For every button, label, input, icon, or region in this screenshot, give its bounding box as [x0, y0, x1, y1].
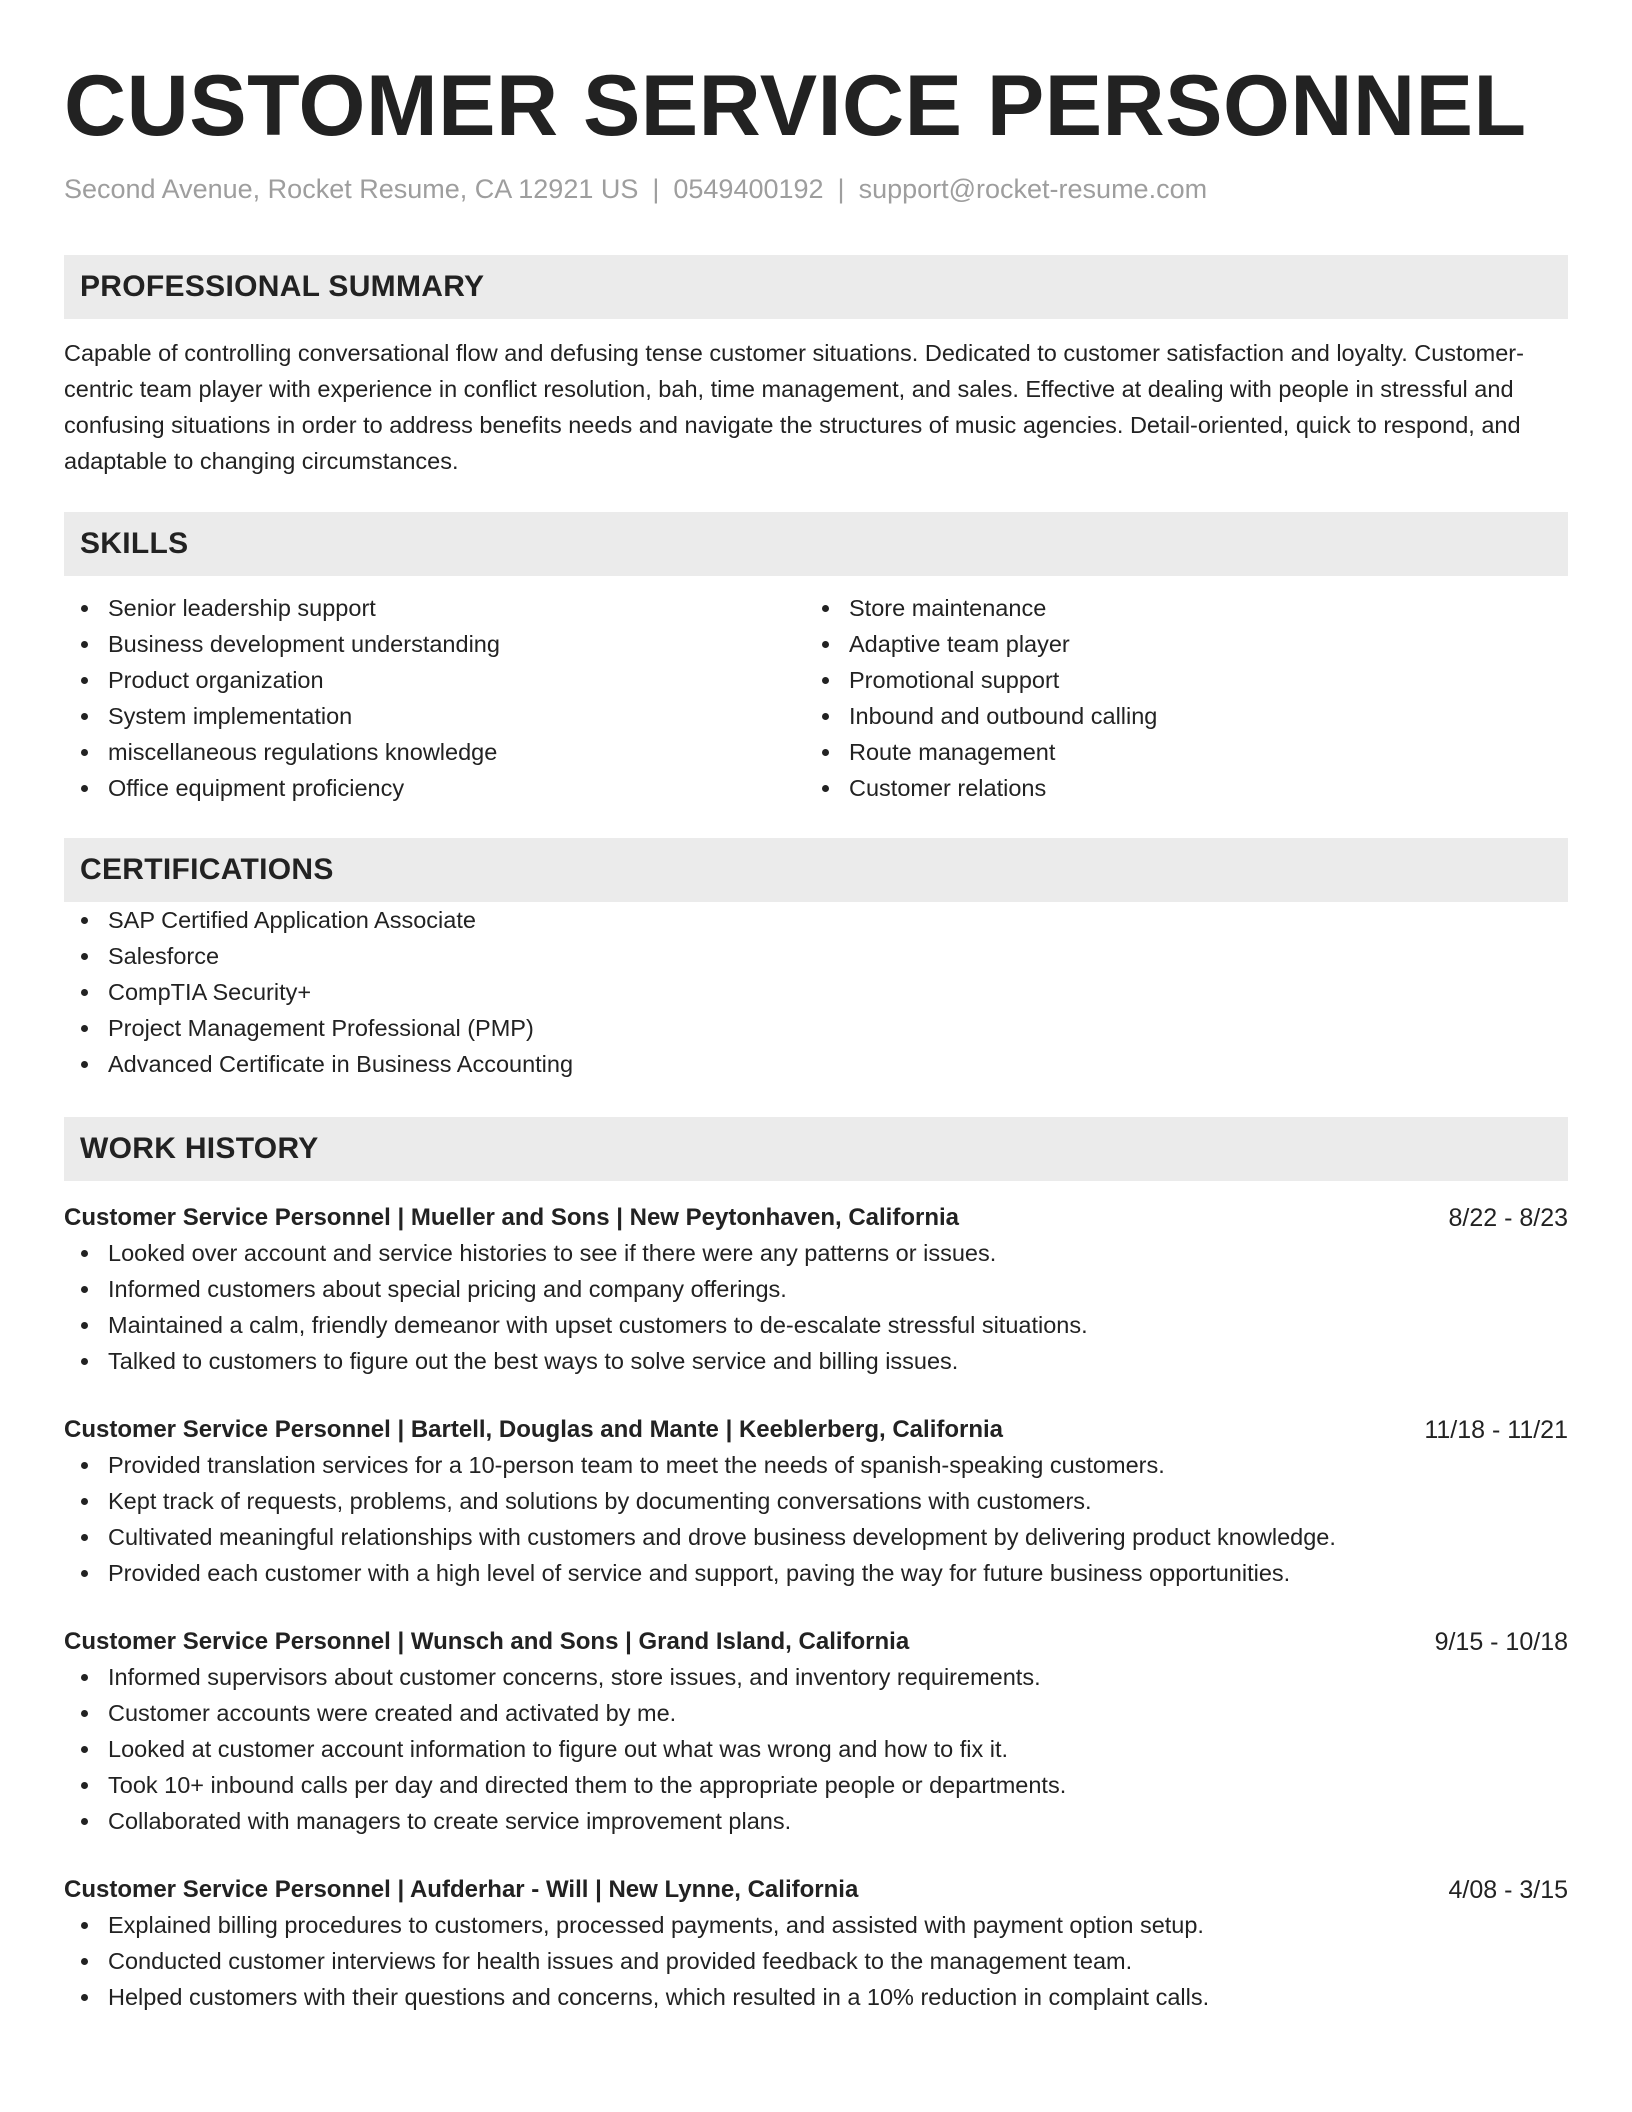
skill-item: Adaptive team player — [805, 626, 1546, 662]
candidate-name: CUSTOMER SERVICE PERSONNEL — [64, 58, 1527, 154]
skill-item: Inbound and outbound calling — [805, 698, 1546, 734]
skills-list-left — [64, 590, 805, 806]
certification-item: Project Management Professional (PMP) — [64, 1010, 1568, 1046]
skill-item: Route management — [805, 734, 1546, 770]
job-dates: 11/18 - 11/21 — [1424, 1416, 1568, 1444]
contact-phone: 0549400192 — [673, 174, 824, 204]
skills-columns — [64, 590, 1568, 806]
job-bullet: Customer accounts were created and activated by me. — [64, 1695, 1568, 1731]
job-heading-row — [64, 1625, 1568, 1659]
section-header-skills: SKILLS — [64, 512, 1568, 576]
job-bullet: Helped customers with their questions and concerns, which resulted in a 10% reduction in complaint calls. — [64, 1979, 1568, 2015]
job-dates: 9/15 - 10/18 — [1434, 1628, 1568, 1656]
job-title: Customer Service Personnel | Wunsch and Sons | Grand Island, California — [64, 1628, 910, 1655]
job-entry — [64, 1413, 1568, 1591]
skill-item: miscellaneous regulations knowledge — [64, 734, 805, 770]
job-bullet: Kept track of requests, problems, and solutions by documenting conversations with customers. — [64, 1483, 1568, 1519]
job-bullet: Cultivated meaningful relationships with customers and drove business development by delivering product knowledge. — [64, 1519, 1568, 1555]
job-bullet: Talked to customers to figure out the best ways to solve service and billing issues. — [64, 1343, 1568, 1379]
contact-separator: | — [652, 174, 660, 204]
job-dates: 8/22 - 8/23 — [1448, 1204, 1568, 1232]
skill-item: Product organization — [64, 662, 805, 698]
section-header-certifications: CERTIFICATIONS — [64, 838, 1568, 902]
skill-item: Customer relations — [805, 770, 1546, 806]
job-bullets — [64, 1447, 1568, 1591]
job-entry — [64, 1625, 1568, 1839]
certification-item: CompTIA Security+ — [64, 974, 1568, 1010]
job-title: Customer Service Personnel | Bartell, Douglas and Mante | Keeblerberg, California — [64, 1416, 1004, 1443]
job-entry — [64, 1873, 1568, 2015]
job-bullet: Conducted customer interviews for health issues and provided feedback to the management team. — [64, 1943, 1568, 1979]
job-title: Customer Service Personnel | Aufderhar - Will | New Lynne, California — [64, 1876, 859, 1903]
job-dates: 4/08 - 3/15 — [1448, 1876, 1568, 1904]
skills-column-left — [64, 590, 805, 806]
job-bullet: Informed supervisors about customer concerns, store issues, and inventory requirements. — [64, 1659, 1568, 1695]
job-heading-row — [64, 1413, 1568, 1447]
certification-item: Advanced Certificate in Business Accounting — [64, 1046, 1568, 1082]
skill-item: Senior leadership support — [64, 590, 805, 626]
section-header-work-history: WORK HISTORY — [64, 1117, 1568, 1181]
contact-separator: | — [837, 174, 845, 204]
skill-item: Store maintenance — [805, 590, 1546, 626]
skills-column-right — [805, 590, 1546, 806]
contact-line — [64, 172, 1568, 206]
job-bullet: Looked at customer account information to figure out what was wrong and how to fix it. — [64, 1731, 1568, 1767]
skill-item: Promotional support — [805, 662, 1546, 698]
job-bullet: Looked over account and service histories to see if there were any patterns or issues. — [64, 1235, 1568, 1271]
job-bullet: Maintained a calm, friendly demeanor with upset customers to de-escalate stressful situations. — [64, 1307, 1568, 1343]
job-heading-row — [64, 1873, 1568, 1907]
job-bullet: Provided translation services for a 10-person team to meet the needs of spanish-speaking customers. — [64, 1447, 1568, 1483]
job-entry — [64, 1201, 1568, 1379]
skill-item: Business development understanding — [64, 626, 805, 662]
job-bullet: Provided each customer with a high level of service and support, paving the way for future business opportunities. — [64, 1555, 1568, 1591]
resume-page — [64, 56, 1568, 2015]
summary-text: Capable of controlling conversational flow and defusing tense customer situations. Dedicated to customer satisfaction and loyalty. Customer-centric team player with experience in conflict resolution, bah, time management, and sales. Effective at dealing with people in stressful and confusing situations in order to address benefits needs and navigate the structures of music agencies. Detail-oriented, quick to respond, and adaptable to changing circumstances. — [64, 340, 1524, 474]
section-header-summary: PROFESSIONAL SUMMARY — [64, 255, 1568, 319]
job-bullets — [64, 1659, 1568, 1839]
job-bullet: Explained billing procedures to customers, processed payments, and assisted with payment option setup. — [64, 1907, 1568, 1943]
job-bullet: Took 10+ inbound calls per day and directed them to the appropriate people or departments. — [64, 1767, 1568, 1803]
job-bullet: Informed customers about special pricing and company offerings. — [64, 1271, 1568, 1307]
contact-address: Second Avenue, Rocket Resume, CA 12921 US — [64, 174, 639, 204]
contact-email: support@rocket-resume.com — [858, 174, 1208, 204]
skill-item: Office equipment proficiency — [64, 770, 805, 806]
certification-item: Salesforce — [64, 938, 1568, 974]
job-bullet: Collaborated with managers to create service improvement plans. — [64, 1803, 1568, 1839]
skills-list-right — [805, 590, 1546, 806]
certifications-list — [64, 902, 1568, 1082]
job-heading-row — [64, 1201, 1568, 1235]
certification-item: SAP Certified Application Associate — [64, 902, 1568, 938]
job-bullets — [64, 1235, 1568, 1379]
job-title: Customer Service Personnel | Mueller and Sons | New Peytonhaven, California — [64, 1204, 960, 1231]
job-bullets — [64, 1907, 1568, 2015]
skill-item: System implementation — [64, 698, 805, 734]
